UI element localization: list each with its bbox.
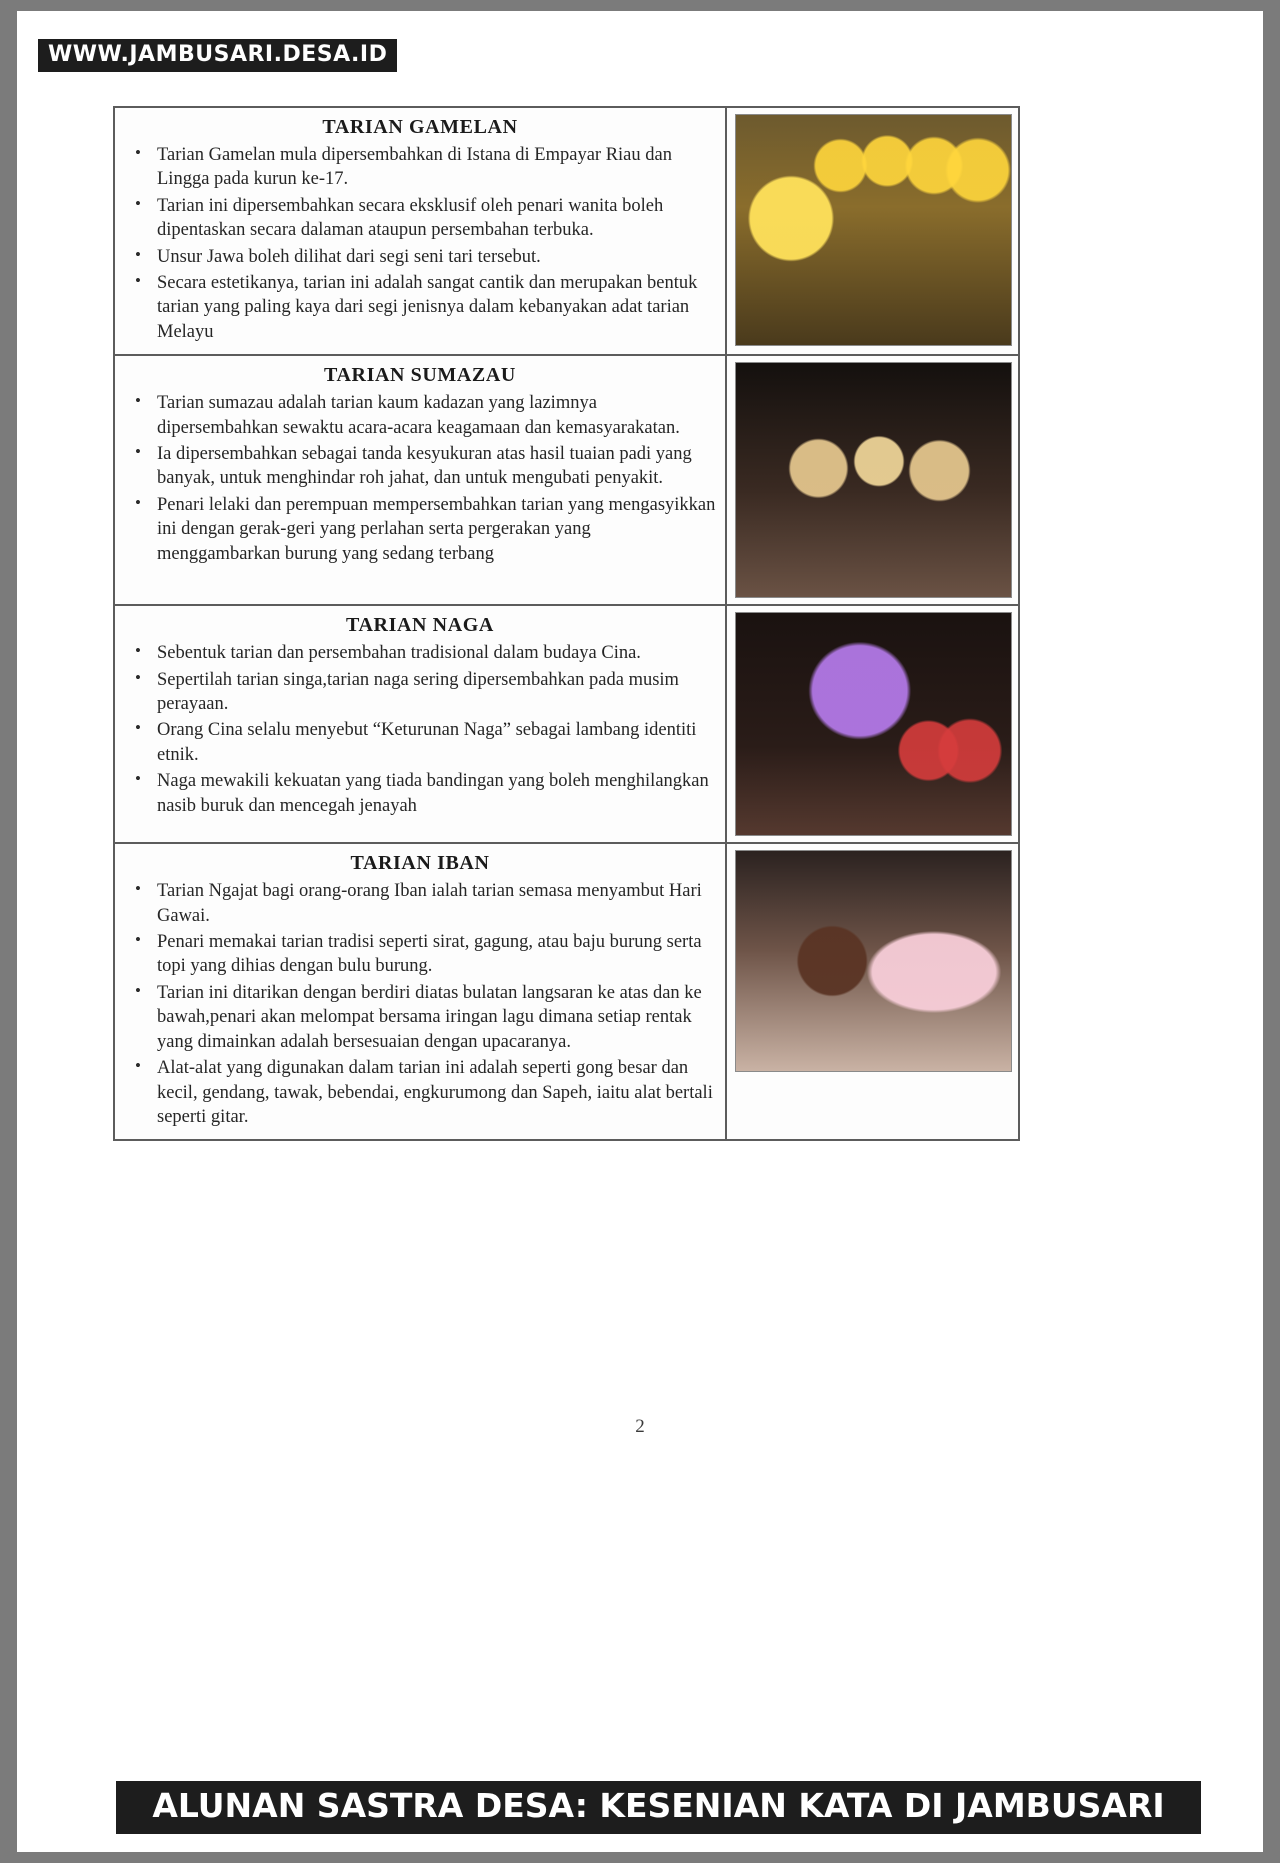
gamelan-dance-photo [735,114,1012,346]
dance-image-cell [727,606,1018,842]
dance-image-cell [727,844,1018,1139]
list-item: • Sebentuk tarian dan persembahan tradisional dalam budaya Cina. [157,641,717,665]
dance-point-list [123,641,717,818]
dance-point-list [123,879,717,1129]
list-item: • Sepertilah tarian singa,tarian naga sering dipersembahkan pada musim perayaan. [157,668,717,717]
list-item: • Penari lelaki dan perempuan mempersembahkan tarian yang mengasyikkan ini dengan gerak-geri yang perlahan serta pergerakan yang menggambarkan burung yang sedang terbang [157,493,717,566]
list-item: • Penari memakai tarian tradisi seperti sirat, gagung, atau baju burung serta topi yang dihias dengan bulu burung. [157,930,717,979]
dance-title: TARIAN NAGA [346,614,494,637]
table-row [115,108,1018,356]
iban-dance-photo [735,850,1012,1072]
site-watermark: WWW.JAMBUSARI.DESA.ID [38,39,397,72]
dragon-dance-photo [735,612,1012,836]
list-item: • Ia dipersembahkan sebagai tanda kesyukuran atas hasil tuaian padi yang banyak, untuk menghindar roh jahat, dan untuk mengubati penyakit. [157,442,717,491]
list-item: • Unsur Jawa boleh dilihat dari segi seni tari tersebut. [157,245,717,269]
sumazau-dance-photo [735,362,1012,598]
dance-text-cell [115,356,727,604]
page-number: 2 [635,1416,645,1437]
list-item: • Tarian Ngajat bagi orang-orang Iban ialah tarian semasa menyambut Hari Gawai. [157,879,717,928]
dance-title: TARIAN IBAN [350,852,490,875]
table-row [115,606,1018,844]
dance-point-list [123,143,717,344]
list-item: • Orang Cina selalu menyebut “Keturunan Naga” sebagai lambang identiti etnik. [157,718,717,767]
dance-title: TARIAN SUMAZAU [324,364,516,387]
dance-text-cell [115,108,727,354]
list-item: • Naga mewakili kekuatan yang tiada bandingan yang boleh menghilangkan nasib buruk dan mencegah jenayah [157,769,717,818]
list-item: • Tarian Gamelan mula dipersembahkan di Istana di Empayar Riau dan Lingga pada kurun ke-17. [157,143,717,192]
list-item: • Tarian sumazau adalah tarian kaum kadazan yang lazimnya dipersembahkan sewaktu acara-acara keagamaan dan kemasyarakatan. [157,391,717,440]
table-row [115,356,1018,606]
dance-image-cell [727,356,1018,604]
dance-text-cell [115,606,727,842]
dance-title: TARIAN GAMELAN [322,116,518,138]
dance-table [113,106,1020,1141]
table-row [115,844,1018,1139]
list-item: • Tarian ini ditarikan dengan berdiri diatas bulatan langsaran ke atas dan ke bawah,penari akan melompat bersama iringan lagu dimana setiap rentak yang dimainkan adalah bersesuaian dengan upacaranya. [157,981,717,1054]
list-item: • Tarian ini dipersembahkan secara eksklusif oleh penari wanita boleh dipentaskan secara dalaman ataupun persembahan terbuka. [157,194,717,243]
list-item: • Secara estetikanya, tarian ini adalah sangat cantik dan merupakan bentuk tarian yang paling kaya dari segi jenisnya dalam kebanyakan adat tarian Melayu [157,271,717,344]
dance-point-list [123,391,717,566]
dance-text-cell [115,844,727,1139]
dance-image-cell [727,108,1018,354]
document-page [17,11,1263,1852]
article-caption: ALUNAN SASTRA DESA: KESENIAN KATA DI JAMBUSARI [116,1781,1201,1834]
list-item: • Alat-alat yang digunakan dalam tarian ini adalah seperti gong besar dan kecil, gendang, tawak, bebendai, engkurumong dan Sapeh, iaitu alat bertali seperti gitar. [157,1056,717,1129]
